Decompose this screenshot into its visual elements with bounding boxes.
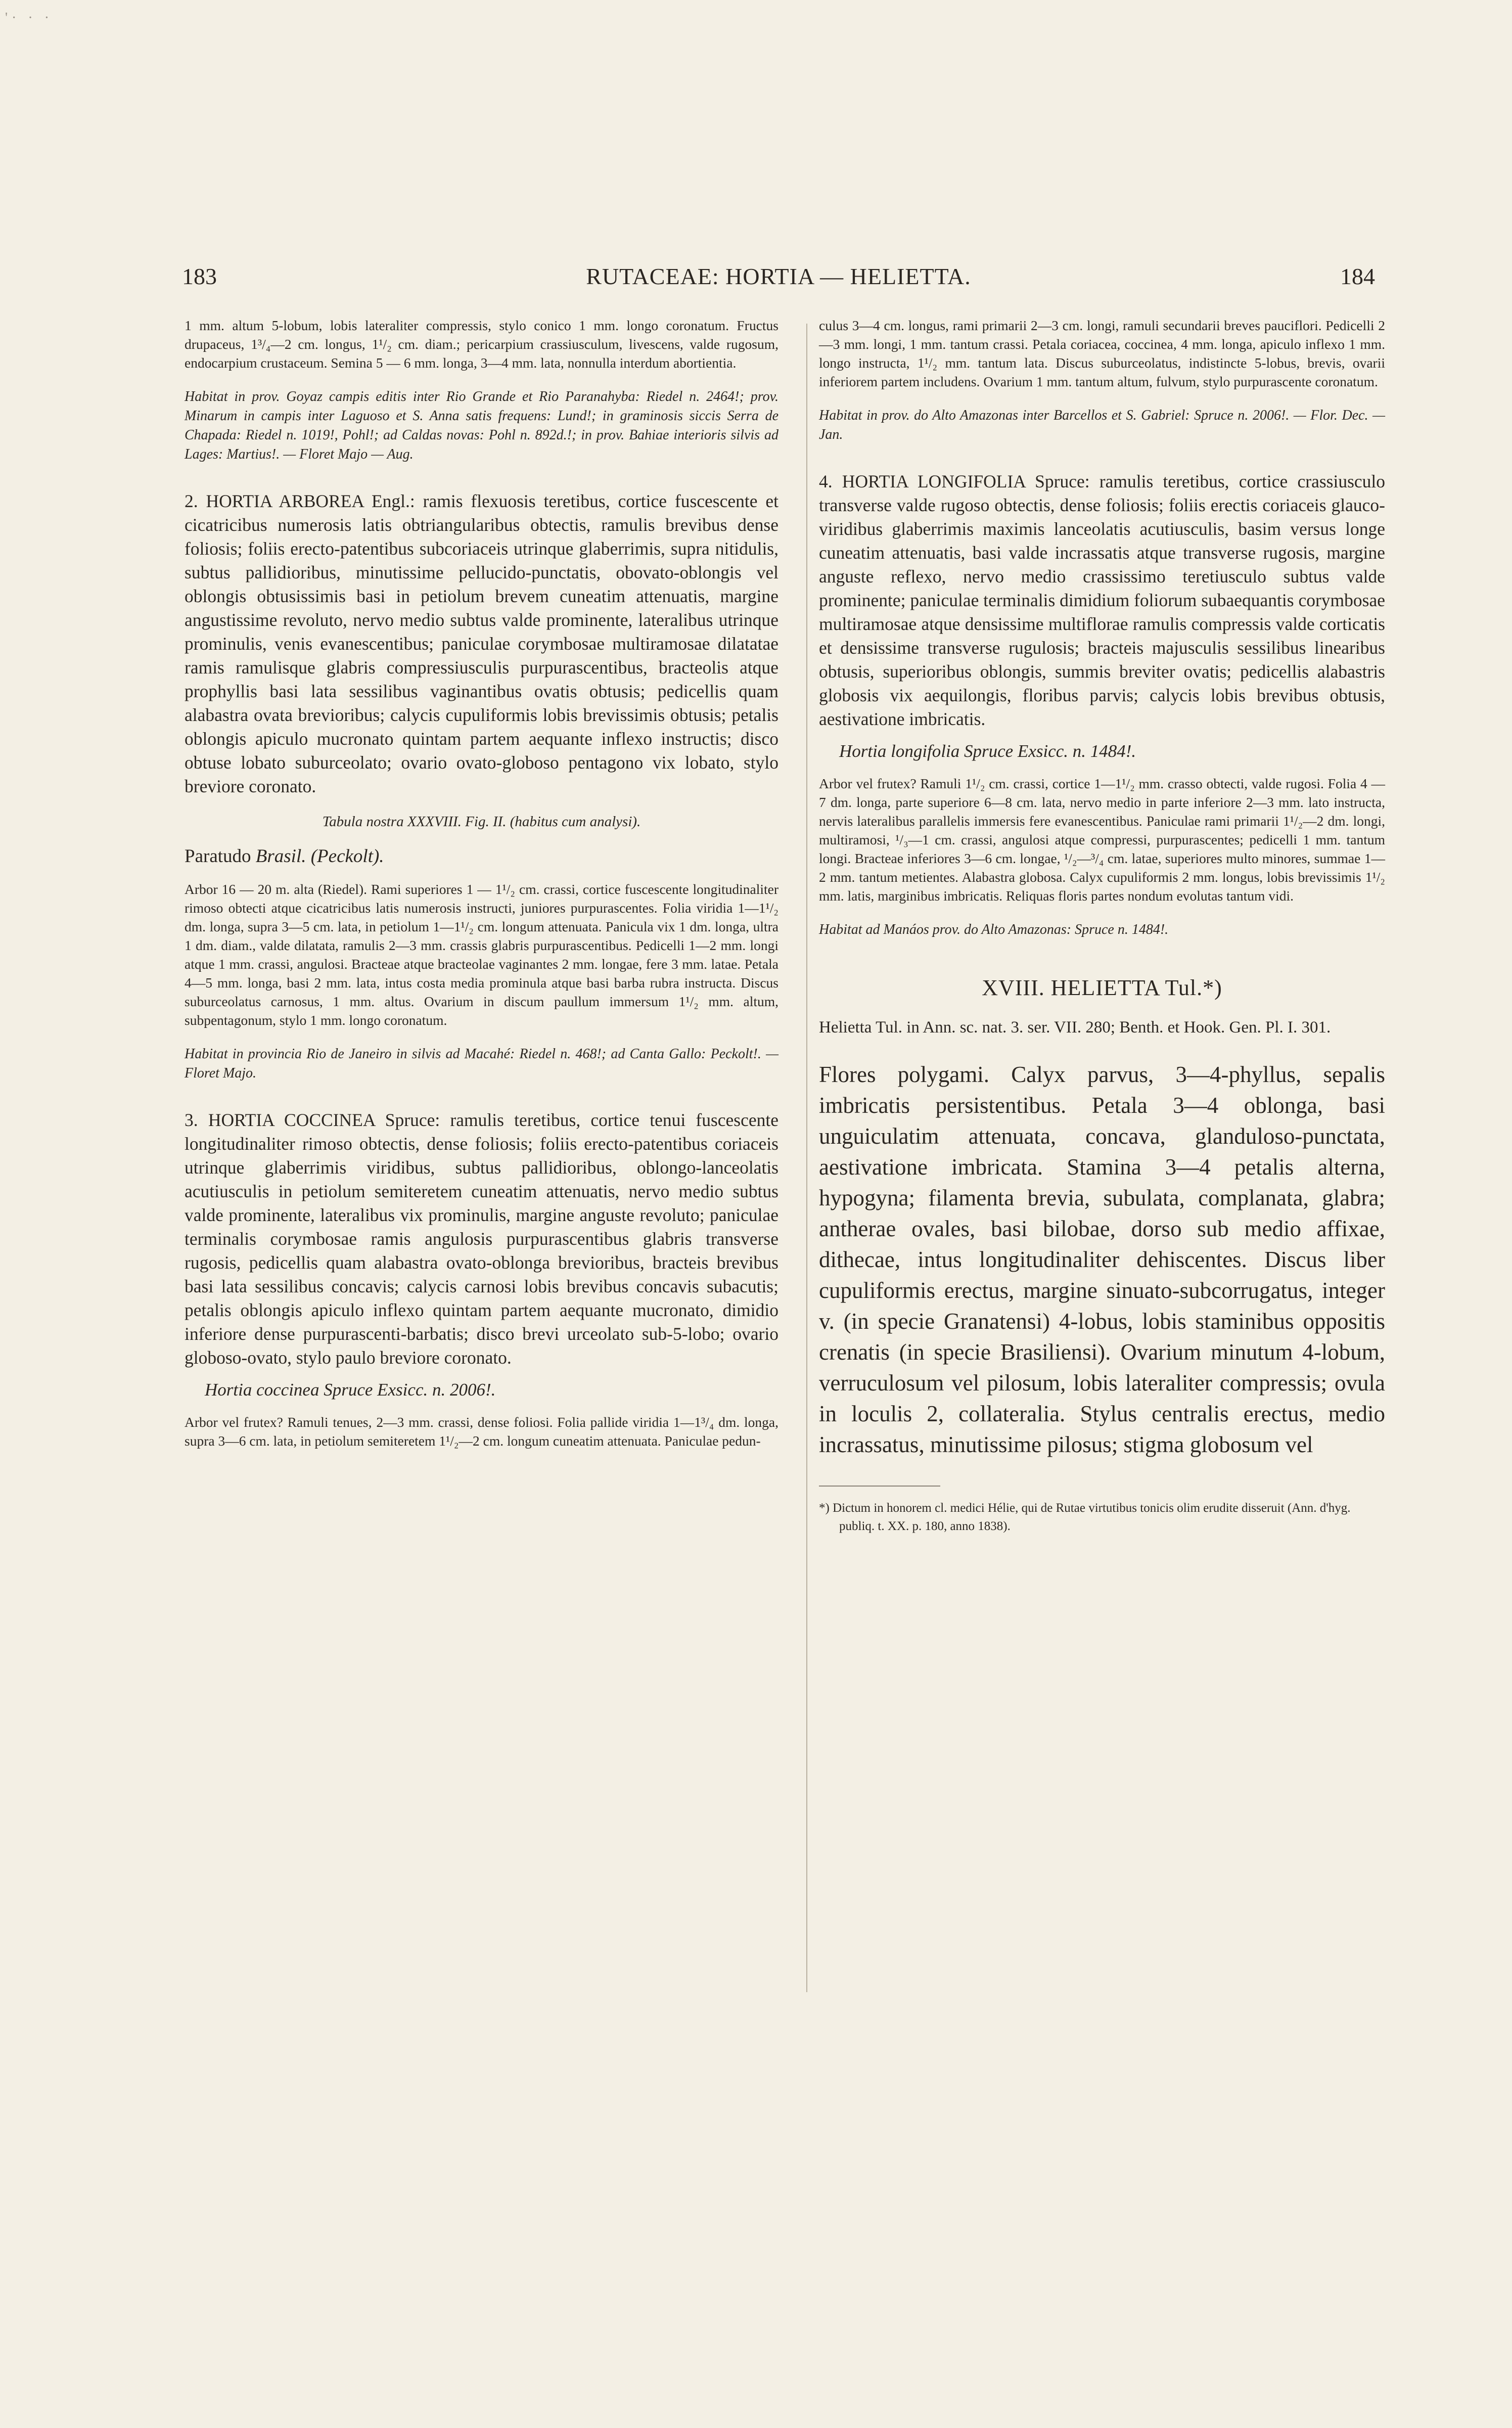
genus-reference: Helietta Tul. in Ann. sc. nat. 3. ser. VII. 280; Benth. et Hook. Gen. Pl. I. 301. (819, 1018, 1331, 1037)
species-hortia-arborea: 2. HORTIA ARBOREA Engl.: ramis flexuosis teretibus, cortice fuscescente et cicatricibus numerosis latis obtriangularibus obtectis, ramulis brevibus dense foliosis; foliis erecto-patentibus subcoriaceis utrinque glaberrimis, supra nitidulis, subtus pallidioribus, minutissime pellucido-punctatis, obovato-oblongis vel oblongis obtusissimis basi in petiolum brevem cuneatim attenuatis, margine angustissime revoluto, nervo medio subtus valde prominente, lateralibus utrinque prominulis, venis evanescentibus; paniculae corymbosae multiramosae dilatatae ramis ramulisque glabris compressiusculis purpurascentibus, bracteolis atque prophyllis basi lata sessilibus vaginantibus ovatis obtusis; pedicellis quam alabastra ovata brevioribus; calycis cupuliformis lobis brevissimis obtusis; petalis oblongis apiculo mucronato quintam partem aequante inflexo instructis; disco obtuse lobato suburceolato; ovario ovato-globoso pentagono vix lobato, stylo breviore coronato. (185, 491, 778, 796)
arborea-habitat: Habitat in provincia Rio de Janeiro in silvis ad Macahé: Riedel n. 468!; ad Canta Gallo: Peckolt!. — Floret Majo. (185, 1046, 778, 1081)
left-page-number: 183 (182, 263, 217, 289)
page-header (182, 263, 1375, 298)
fruit-description: 1 mm. altum 5-lobum, lobis lateraliter compressis, stylo conico 1 mm. longo coronatum. Fructus drupaceus, 1³/₄—2 cm. longus, 1¹/₂ cm. diam.; pericarpium crassiusculum, livescens, valde rugosum, endocarpium crustaceum. Semina 5 — 6 mm. longa, 3—4 mm. lata, nonnulla interdum abortientia. (185, 318, 778, 371)
genus-description: Flores polygami. Calyx parvus, 3—4-phyllus, sepalis imbricatis persistentibus. Petala 3—4 oblonga, basi unguiculatim attenuata, concava, glanduloso-punctata, aestivatione imbricata. Stamina 3—4 petalis alterna, hypogyna; filamenta brevia, subulata, complanata, glabra; antherae ovales, basi bilobae, dorso sub medio affixae, dithecae, intus longitudinaliter dehiscentes. Discus liber cupuliformis erectus, margine sinuato-subcorrugatus, integer v. (in specie Granatensi) 4-lobus, lobis staminibus oppositis crenatis (in specie Brasiliensi). Ovarium minutum 4-lobum, verruculosum vel pilosum, lobis lateraliter compressis; ovula in loculis 2, collateralia. Stylus centralis erectus, medio incrassatus, minutissime pilosus; stigma globosum vel (819, 1062, 1385, 1457)
genus-title: XVIII. HELIETTA Tul.*) (982, 975, 1222, 1000)
footnote-rule (819, 1486, 940, 1487)
species-hortia-coccinea: 3. HORTIA COCCINEA Spruce: ramulis teretibus, cortice tenui fuscescente longitudinaliter rimoso obtectis, dense foliosis; foliis erecto-patentibus coriaceis utrinque glaberrimis viridibus, subtus pallidioribus, oblongo-lanceolatis acutiusculis in petiolum semiteretem cuneatim attenuatis, nervo medio subtus valde prominente, lateralibus vix prominulis, margine anguste revoluto; paniculae terminalis corymbosae ramis angulosis purpurascentibus glabris transverse rugosis, pedicellis quam alabastra ovato-oblonga brevioribus, bracteis brevibus basi lata sessilibus concavis; calycis carnosi lobis brevibus concavis subacutis; petalis oblongis apiculo inflexo quintam partem aequante mucronato, dimidio inferiore dense purpurascenti-barbatis; disco brevi urceolato sub-5-lobo; ovario globoso-ovato, stylo paulo breviore coronato. (185, 1110, 778, 1368)
coccinea-description: Arbor vel frutex? Ramuli tenues, 2—3 mm. crassi, dense foliosi. Folia pallide viridia 1—1³/₄ dm. longa, supra 3—6 cm. lata, in petiolum semiteretem 1¹/₂—2 cm. longum cuneatim attenuata. Paniculae pedun- (185, 1414, 778, 1449)
species-hortia-longifolia: 4. HORTIA LONGIFOLIA Spruce: ramulis teretibus, cortice crassiusculo transverse valde rugoso obtectis, dense foliosis; foliis erectis coriaceis glauco-viridibus glaberrimis maximis lanceolatis acutiusculis, basim versus longe cuneatim attenuatis, basi valde incrassatis atque transverse rugosis, margine anguste reflexo, nervo medio crassissimo teretiusculo subtus valde prominente; paniculae terminalis dimidium foliorum subaequantis corymbosae multiramosae atque densissime multiflorae ramulis compressis valde corticatis et densissime transverse rugulosis; bracteis majusculis sessilibus linearibus obtusis, superioribus oblongis, summis breviter ovatis; pedicellis alabastris globosis vix aequilongis, floribus parvis; calycis lobis brevibus obtusis, aestivatione imbricatis. (819, 471, 1385, 729)
right-column (819, 316, 1385, 1536)
coccinea-habitat: Habitat in prov. do Alto Amazonas inter Barcellos et S. Gabriel: Spruce n. 2006!. — Flor. Dec. — Jan. (819, 408, 1385, 442)
arborea-description: Arbor 16 — 20 m. alta (Riedel). Rami superiores 1 — 1¹/₂ cm. crassi, cortice fuscescente longitudinaliter rimoso obtecti atque cicatricibus latis numerosis instructi, juniores purpurascentes. Folia viridia 1—1¹/₂ dm. longa, supra 3—5 cm. lata, in petiolum 1—1¹/₂ cm. longum attenuata. Panicula vix 1 dm. longa, ultra 1 dm. diam., valde dilatata, ramulis 2—3 mm. crassis glabris purpurascentibus. Pedicelli 1—2 mm. longi atque 1 mm. crassi, angulosi. Bracteae atque bracteolae vaginantes 2 mm. longae, fere 3 mm. latae. Petala 4—5 mm. longa, basi 2 mm. lata, intus costa media prominula atque basi barba rubra instructa. Discus suburceolatus carnosus, 1 mm. altus. Ovarium in discum paullum immersum 1¹/₂ mm. altum, subpentagonum, stylo 1 mm. longo coronatum. (185, 881, 778, 1028)
vernacular-source: Brasil. (Peckolt). (255, 846, 384, 867)
left-column (185, 316, 778, 1450)
coccinea-description-cont: culus 3—4 cm. longus, rami primarii 2—3 cm. longi, ramuli secundarii breves pauciflori. Pedicelli 2—3 mm. longi, 1 mm. tantum crassi. Petala coriacea, coccinea, 4 mm. longa, apiculo inflexo 1 mm. longo instructa, 1¹/₂ mm. tantum lata. Discus suburceolatus, indistincte 5-lobus, brevis, ovarii inferiorem partem includens. Ovarium 1 mm. tantum altum, fulvum, stylo purpurascente coronatum. (819, 318, 1385, 389)
running-title: RUTACEAE: HORTIA — HELIETTA. (586, 263, 971, 289)
longifolia-exsiccata: Hortia longifolia Spruce Exsicc. n. 1484!. (839, 741, 1136, 761)
longifolia-habitat: Habitat ad Manáos prov. do Alto Amazonas: Spruce n. 1484!. (819, 922, 1169, 937)
vernacular-word: Paratudo (185, 846, 251, 867)
column-divider (806, 324, 807, 1992)
right-page-number: 184 (1340, 263, 1375, 289)
corner-marks: '· · · (5, 10, 54, 26)
longifolia-description: Arbor vel frutex? Ramuli 1¹/₂ cm. crassi, cortice 1—1¹/₂ mm. crasso obtecti, valde rugosi. Folia 4 — 7 dm. longa, parte superiore 6—8 cm. lata, nervo medio in parte inferiore 2—3 mm. lato instructa, nervis lateralibus parallelis immersis fere evanescentibus. Paniculae rami primarii 1¹/₂—2 dm. longi, multiramosi, ¹/₃—1 cm. crassi, angulosi atque compressi, purpurascentes; pedicelli 1 mm. tantum longi. Bracteae inferiores 3—6 cm. longae, ¹/₂—³/₄ cm. latae, superiores multo minores, summae 1—2 mm. tantum metientes. Alabastra globosa. Calyx cupuliformis 2 mm. longus, lobis brevissimis 1¹/₂ mm. latis, marginibus imbricatis. Reliquas floris partes nondum evolutas tantum vidi. (819, 776, 1385, 904)
habitat-note: Habitat in prov. Goyaz campis editis inter Rio Grande et Rio Paranahyba: Riedel n. 2464!; prov. Minarum in campis inter Laguoso et S. Anna satis frequens: Lund!; in graminosis siccis Serra de Chapada: Riedel n. 1019!, Pohl!; ad Caldas novas: Pohl n. 892d.!; in prov. Bahiae interioris silvis ad Lages: Martius!. — Floret Majo — Aug. (185, 389, 778, 462)
plate-reference: Tabula nostra XXXVIII. Fig. II. (habitus cum analysi). (322, 814, 641, 830)
coccinea-exsiccata: Hortia coccinea Spruce Exsicc. n. 2006!. (205, 1380, 496, 1400)
footnote: *) Dictum in honorem cl. medici Hélie, qui de Rutae virtutibus tonicis olim erudite disseruit (Ann. d'hyg. publiq. t. XX. p. 180, anno 1838). (819, 1501, 1351, 1533)
vernacular-name (185, 845, 778, 867)
